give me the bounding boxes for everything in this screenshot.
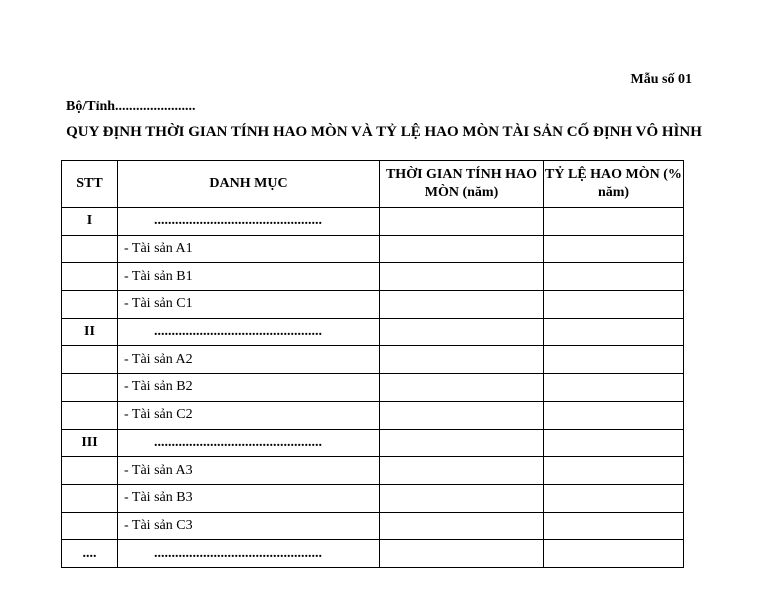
column-header-depreciation-rate: TỶ LỆ HAO MÒN (% năm) (544, 161, 684, 208)
table-row (62, 484, 684, 512)
row-depreciation-time-cell[interactable] (380, 208, 544, 236)
table-row (62, 235, 684, 263)
table-row (62, 346, 684, 374)
row-depreciation-rate-cell[interactable] (544, 235, 684, 263)
table-row (62, 457, 684, 485)
row-asset-name-cell: - Tài sản B3 (118, 484, 380, 512)
row-depreciation-rate-cell[interactable] (544, 512, 684, 540)
row-depreciation-rate-cell[interactable] (544, 291, 684, 319)
table-row (62, 208, 684, 236)
row-stt-cell: I (62, 208, 118, 236)
row-depreciation-time-cell[interactable] (380, 346, 544, 374)
row-depreciation-time-cell[interactable] (380, 484, 544, 512)
row-stt-cell (62, 263, 118, 291)
table-row (62, 401, 684, 429)
row-depreciation-rate-cell[interactable] (544, 263, 684, 291)
row-stt-cell (62, 457, 118, 485)
row-depreciation-time-cell[interactable] (380, 401, 544, 429)
table-row (62, 291, 684, 319)
row-stt-cell (62, 235, 118, 263)
row-depreciation-time-cell[interactable] (380, 235, 544, 263)
row-depreciation-rate-cell[interactable] (544, 374, 684, 402)
row-stt-cell (62, 512, 118, 540)
table-row (62, 429, 684, 457)
row-asset-name-cell: - Tài sản C2 (118, 401, 380, 429)
row-depreciation-time-cell[interactable] (380, 374, 544, 402)
row-depreciation-time-cell[interactable] (380, 540, 544, 568)
column-header-depreciation-time: THỜI GIAN TÍNH HAO MÒN (năm) (380, 161, 544, 208)
row-depreciation-time-cell[interactable] (380, 457, 544, 485)
row-asset-name-cell: - Tài sản A2 (118, 346, 380, 374)
depreciation-table (61, 160, 684, 568)
row-stt-cell (62, 484, 118, 512)
row-depreciation-time-cell[interactable] (380, 429, 544, 457)
row-group-name-cell: ................................................ (118, 208, 380, 236)
table-row (62, 374, 684, 402)
row-depreciation-rate-cell[interactable] (544, 401, 684, 429)
row-group-name-cell: ................................................ (118, 540, 380, 568)
row-depreciation-rate-cell[interactable] (544, 540, 684, 568)
table-row (62, 540, 684, 568)
form-number: Mẫu số 01 (630, 72, 692, 87)
table-row (62, 512, 684, 540)
row-group-name-cell: ................................................ (118, 318, 380, 346)
row-stt-cell: III (62, 429, 118, 457)
row-depreciation-rate-cell[interactable] (544, 346, 684, 374)
row-asset-name-cell: - Tài sản C1 (118, 291, 380, 319)
row-stt-cell: .... (62, 540, 118, 568)
table-row (62, 318, 684, 346)
row-depreciation-rate-cell[interactable] (544, 429, 684, 457)
row-depreciation-rate-cell[interactable] (544, 484, 684, 512)
row-stt-cell: II (62, 318, 118, 346)
row-asset-name-cell: - Tài sản C3 (118, 512, 380, 540)
table-header-row (62, 161, 684, 208)
row-depreciation-rate-cell[interactable] (544, 318, 684, 346)
row-asset-name-cell: - Tài sản A3 (118, 457, 380, 485)
row-stt-cell (62, 401, 118, 429)
column-header-stt: STT (62, 161, 118, 208)
row-asset-name-cell: - Tài sản B2 (118, 374, 380, 402)
table-body (62, 208, 684, 568)
row-depreciation-rate-cell[interactable] (544, 457, 684, 485)
table-row (62, 263, 684, 291)
row-depreciation-rate-cell[interactable] (544, 208, 684, 236)
ministry-line: Bộ/Tỉnh....................... (66, 99, 196, 114)
row-depreciation-time-cell[interactable] (380, 318, 544, 346)
row-stt-cell (62, 374, 118, 402)
row-depreciation-time-cell[interactable] (380, 512, 544, 540)
row-stt-cell (62, 346, 118, 374)
row-depreciation-time-cell[interactable] (380, 263, 544, 291)
row-group-name-cell: ................................................ (118, 429, 380, 457)
row-stt-cell (62, 291, 118, 319)
column-header-category: DANH MỤC (118, 161, 380, 208)
row-asset-name-cell: - Tài sản B1 (118, 263, 380, 291)
document-title: QUY ĐỊNH THỜI GIAN TÍNH HAO MÒN VÀ TỶ LỆ HAO MÒN TÀI SẢN CỐ ĐỊNH VÔ HÌNH (66, 124, 702, 140)
row-depreciation-time-cell[interactable] (380, 291, 544, 319)
row-asset-name-cell: - Tài sản A1 (118, 235, 380, 263)
